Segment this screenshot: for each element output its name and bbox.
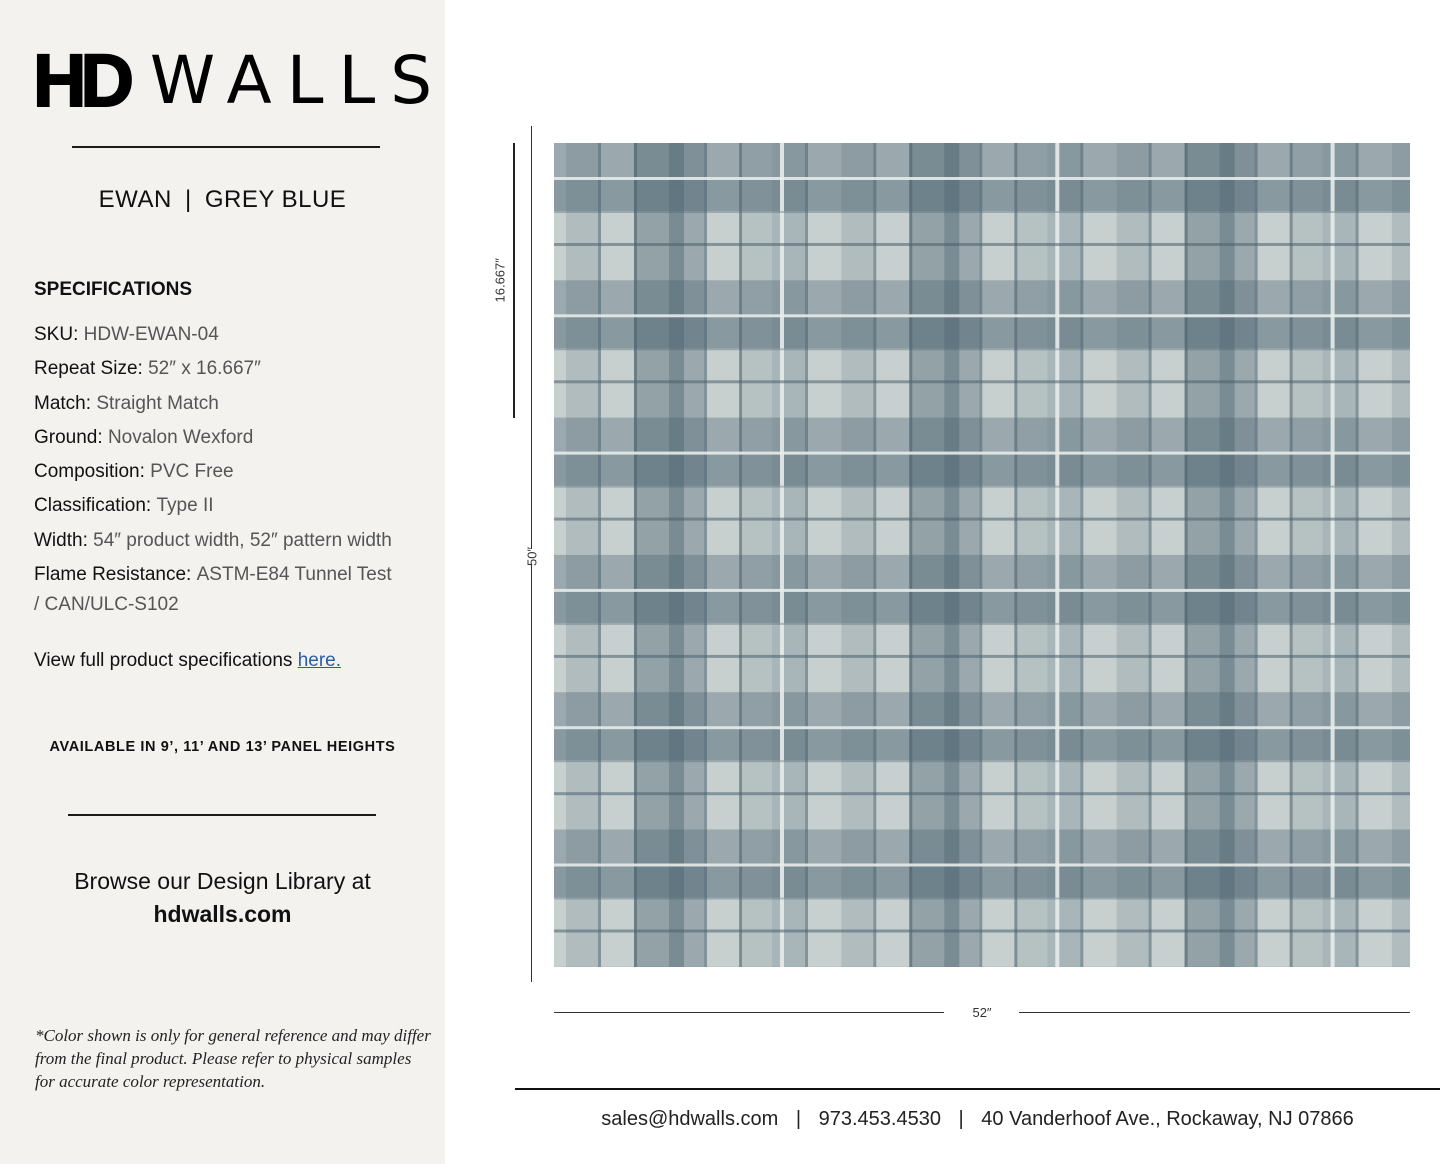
horizontal-light-thread <box>554 726 1410 729</box>
hd-walls-logo[interactable] <box>33 39 448 122</box>
footer-address: 40 Vanderhoof Ave., Rockaway, NJ 07866 <box>981 1108 1354 1130</box>
title-separator: | <box>184 186 192 213</box>
horizontal-thread <box>554 380 1410 383</box>
browse-text: Browse our Design Library at <box>74 868 371 894</box>
spec-value: 52″ x 16.667″ <box>148 358 261 380</box>
product-title <box>0 186 445 214</box>
horizontal-thread <box>554 623 1410 625</box>
vertical-light-thread <box>780 143 784 967</box>
view-full-text: View full product specifications <box>34 650 293 671</box>
spec-label: Match: <box>34 392 92 414</box>
vertical-thread <box>1185 143 1188 967</box>
product-colorway: GREY BLUE <box>204 186 347 213</box>
horizontal-thread <box>554 655 1410 658</box>
vertical-thread <box>598 143 601 967</box>
vertical-thread <box>873 143 876 967</box>
footer-phone[interactable]: 973.453.4530 <box>818 1108 941 1130</box>
spec-value: HDW-EWAN-04 <box>83 324 219 345</box>
horizontal-light-thread <box>554 864 1410 867</box>
logo-hd: HD <box>33 39 128 122</box>
spec-label: Flame Resistance: <box>34 564 192 586</box>
vertical-thread <box>739 143 742 967</box>
spec-label: Repeat Size: <box>34 358 143 380</box>
logo-walls: WALLS <box>149 42 448 119</box>
dim-line-width-left <box>554 1012 944 1013</box>
spec-flame-resistance <box>34 560 394 620</box>
dim-line-width-right <box>1019 1012 1410 1013</box>
footer-contact <box>515 1108 1440 1131</box>
vertical-thread <box>1255 143 1258 967</box>
spec-value: 54″ product width, 52″ pattern width <box>93 529 392 551</box>
repeat-height-label: 16.667″ <box>492 258 508 303</box>
footer-separator: | <box>958 1108 964 1130</box>
specifications-list <box>34 318 424 620</box>
divider-top <box>72 146 380 148</box>
spec-label: Width: <box>34 529 88 551</box>
spec-label: Ground: <box>34 426 103 448</box>
horizontal-thread <box>554 518 1410 521</box>
vertical-light-thread <box>1331 143 1335 967</box>
pattern-swatch <box>554 143 1410 967</box>
horizontal-thread <box>554 348 1410 350</box>
horizontal-thread <box>554 486 1410 488</box>
vertical-thread <box>704 143 707 967</box>
spec-label: SKU: <box>34 324 79 345</box>
spec-ground <box>34 421 424 455</box>
spec-match <box>34 387 424 421</box>
horizontal-thread <box>554 930 1410 933</box>
spec-value: ASTM-E84 Tunnel Test / CAN/ULC-S102 <box>34 564 392 616</box>
horizontal-thread <box>554 211 1410 213</box>
website-link[interactable]: hdwalls.com <box>153 901 292 927</box>
sidebar <box>0 0 448 1164</box>
specifications-heading: SPECIFICATIONS <box>34 279 192 300</box>
vertical-thread <box>1149 143 1152 967</box>
spec-composition <box>34 455 424 489</box>
spec-value: Straight Match <box>96 392 219 414</box>
vertical-thread <box>909 143 912 967</box>
product-name: EWAN <box>98 186 172 213</box>
vertical-thread <box>1356 143 1359 967</box>
spec-value: Novalon Wexford <box>107 426 254 448</box>
spec-value: PVC Free <box>150 461 234 483</box>
spec-width <box>34 524 424 558</box>
vertical-thread <box>1080 143 1083 967</box>
vertical-thread <box>805 143 808 967</box>
spec-sku <box>34 318 424 352</box>
availability-note: AVAILABLE IN 9’, 11’ AND 13’ PANEL HEIGHTS <box>49 739 396 755</box>
view-full-specs <box>34 650 341 672</box>
footer-email[interactable]: sales@hdwalls.com <box>601 1108 779 1130</box>
color-disclaimer: *Color shown is only for general reference and may differ from the final product. Please refer to physical samples for accurate color representation. <box>35 1026 431 1091</box>
vertical-light-thread <box>1055 143 1059 967</box>
horizontal-thread <box>554 243 1410 246</box>
vertical-thread <box>1290 143 1293 967</box>
browse-library <box>0 865 445 931</box>
vertical-thread <box>1014 143 1017 967</box>
spec-repeat-size <box>34 352 424 386</box>
horizontal-light-thread <box>554 452 1410 455</box>
panel-width-label: 52″ <box>972 1005 992 1020</box>
footer-rule <box>515 1088 1440 1090</box>
spec-value: Type II <box>156 495 214 517</box>
divider-bottom <box>68 814 376 816</box>
vertical-thread <box>634 143 637 967</box>
spec-classification <box>34 489 424 523</box>
vertical-thread <box>979 143 982 967</box>
specs-here-link[interactable]: here. <box>297 650 341 671</box>
horizontal-thread <box>554 898 1410 900</box>
footer-separator: | <box>795 1108 802 1130</box>
panel-height-label: 50″ <box>514 549 550 565</box>
horizontal-light-thread <box>554 589 1410 592</box>
horizontal-light-thread <box>554 177 1410 180</box>
horizontal-light-thread <box>554 314 1410 317</box>
horizontal-thread <box>554 760 1410 762</box>
spec-label: Composition: <box>34 461 145 483</box>
spec-label: Classification: <box>34 495 152 517</box>
horizontal-thread <box>554 792 1410 795</box>
